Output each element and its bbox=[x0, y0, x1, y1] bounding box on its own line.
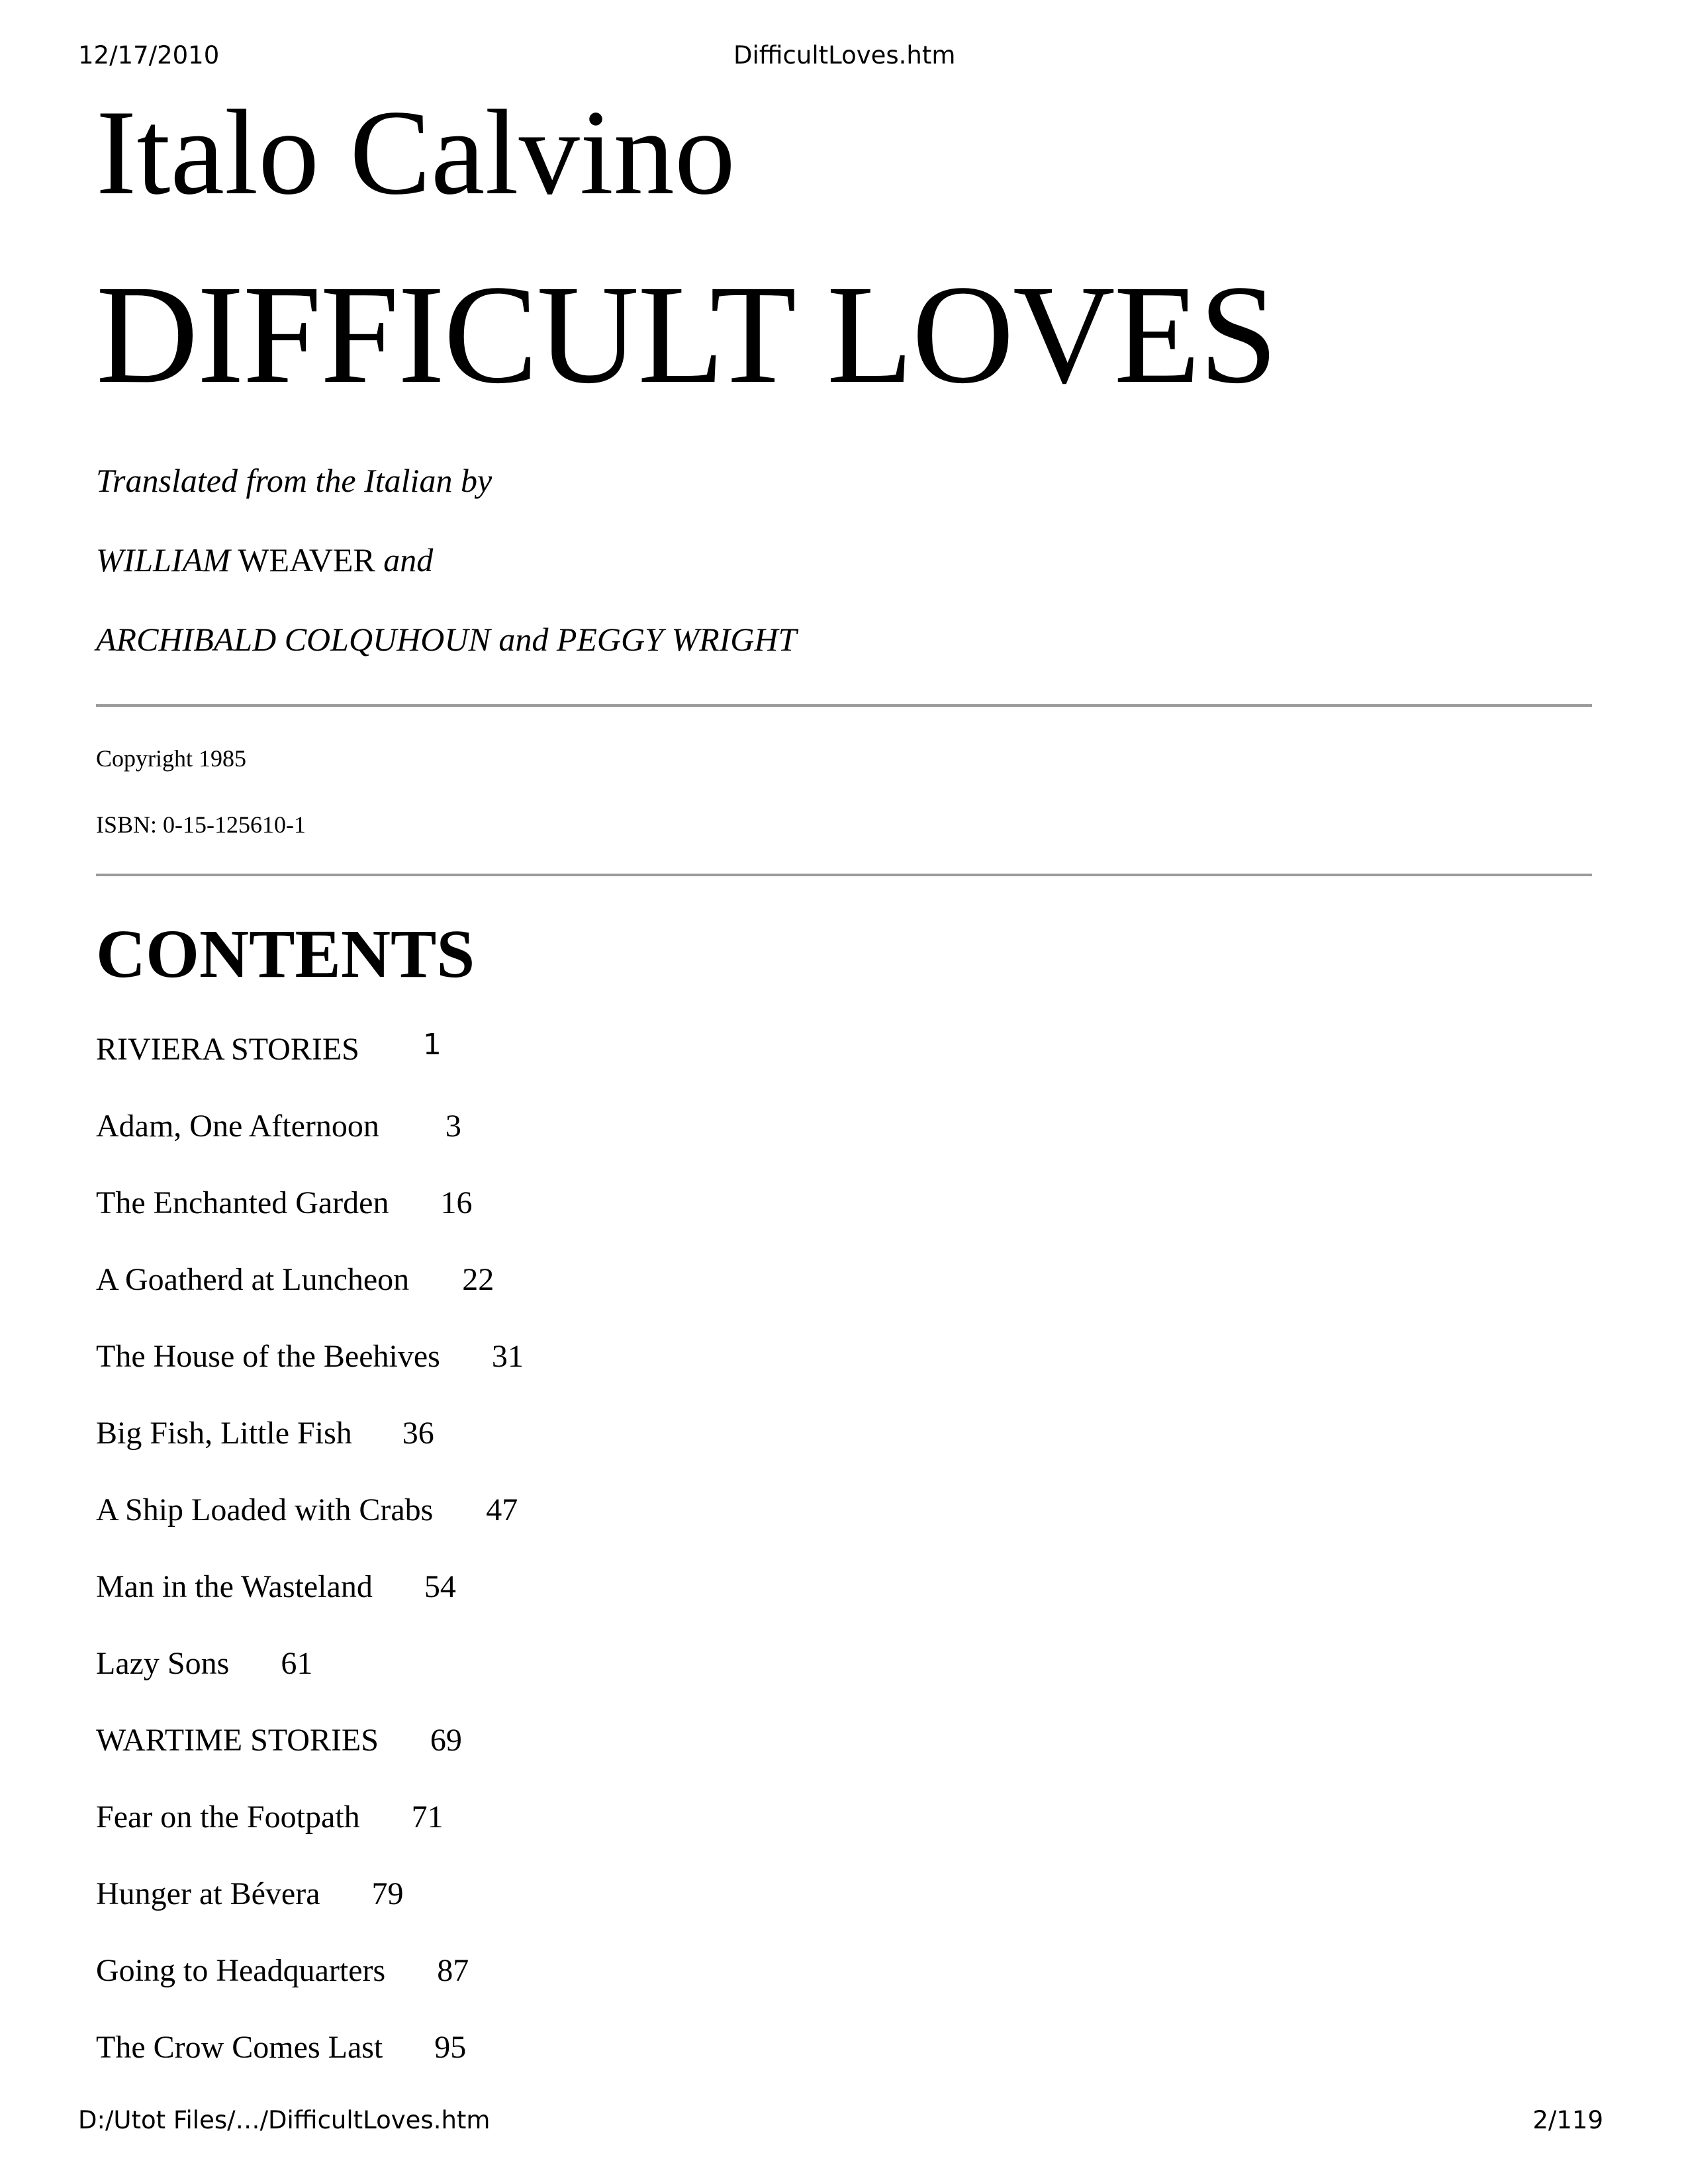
toc-title: Fear on the Footpath bbox=[96, 1799, 360, 1835]
toc-title: Man in the Wasteland bbox=[96, 1569, 373, 1604]
toc-title: Lazy Sons bbox=[96, 1646, 230, 1681]
toc-title: A Ship Loaded with Crabs bbox=[96, 1492, 434, 1527]
table-of-contents bbox=[96, 1030, 1592, 2068]
toc-page-number: 1 bbox=[422, 1028, 442, 1062]
print-document-title: DifficultLoves.htm bbox=[733, 41, 956, 69]
toc-page-number: 22 bbox=[462, 1262, 494, 1297]
horizontal-divider bbox=[96, 874, 1592, 876]
toc-title: Adam, One Afternoon bbox=[96, 1109, 379, 1144]
print-header bbox=[0, 41, 1688, 81]
toc-page-number: 31 bbox=[491, 1339, 524, 1374]
file-path: D:/Utot Files/…/DifficultLoves.htm bbox=[78, 2106, 491, 2134]
toc-item bbox=[96, 1951, 1592, 1991]
translation-credits bbox=[96, 461, 1592, 659]
toc-page-number: 47 bbox=[486, 1492, 518, 1527]
toc-item bbox=[96, 1183, 1592, 1223]
translator-conjunction: and bbox=[383, 541, 434, 578]
translator-surname: WEAVER bbox=[230, 541, 384, 578]
toc-item bbox=[96, 1260, 1592, 1300]
toc-title: RIVIERA STORIES bbox=[96, 1032, 359, 1067]
toc-item bbox=[96, 2028, 1592, 2068]
toc-item bbox=[96, 1644, 1592, 1684]
translator-line-2: ARCHIBALD COLQUHOUN and PEGGY WRIGHT bbox=[96, 621, 797, 658]
toc-item bbox=[96, 1721, 1592, 1760]
publication-info bbox=[96, 744, 1592, 839]
translator-line-1 bbox=[96, 540, 1592, 580]
toc-item bbox=[96, 1107, 1592, 1146]
page-counter: 2/119 bbox=[1532, 2106, 1603, 2134]
toc-page-number: 71 bbox=[411, 1799, 444, 1835]
toc-item bbox=[96, 1030, 1592, 1069]
isbn-line: ISBN: 0-15-125610-1 bbox=[96, 811, 306, 838]
toc-page-number: 69 bbox=[430, 1723, 462, 1758]
toc-page-number: 87 bbox=[437, 1953, 469, 1988]
toc-item bbox=[96, 1874, 1592, 1914]
toc-page-number: 61 bbox=[281, 1646, 313, 1681]
toc-page-number: 79 bbox=[371, 1876, 404, 1911]
toc-item bbox=[96, 1490, 1592, 1530]
contents-heading: CONTENTS bbox=[96, 916, 475, 992]
toc-title: A Goatherd at Luncheon bbox=[96, 1262, 410, 1297]
toc-item bbox=[96, 1414, 1592, 1453]
toc-title: Going to Headquarters bbox=[96, 1953, 386, 1988]
translated-by-line: Translated from the Italian by bbox=[96, 462, 492, 499]
toc-item bbox=[96, 1567, 1592, 1607]
document-body bbox=[96, 86, 1592, 2105]
print-date: 12/17/2010 bbox=[78, 41, 220, 69]
author-name: Italo Calvino bbox=[96, 85, 735, 220]
toc-page-number: 54 bbox=[424, 1569, 456, 1604]
toc-title: Hunger at Bévera bbox=[96, 1876, 320, 1911]
toc-title: The Enchanted Garden bbox=[96, 1185, 389, 1220]
toc-title: The Crow Comes Last bbox=[96, 2030, 383, 2065]
toc-item bbox=[96, 1797, 1592, 1837]
toc-item bbox=[96, 1337, 1592, 1377]
print-footer bbox=[0, 2106, 1688, 2146]
book-title: DIFFICULT LOVES bbox=[96, 256, 1277, 413]
toc-page-number: 36 bbox=[402, 1416, 434, 1451]
toc-page-number: 95 bbox=[434, 2030, 467, 2065]
copyright-line: Copyright 1985 bbox=[96, 745, 247, 772]
toc-title: The House of the Beehives bbox=[96, 1339, 440, 1374]
toc-title: Big Fish, Little Fish bbox=[96, 1416, 352, 1451]
toc-title: WARTIME STORIES bbox=[96, 1723, 379, 1758]
toc-page-number: 16 bbox=[440, 1185, 473, 1220]
translator-first-name: WILLIAM bbox=[96, 541, 230, 578]
toc-page-number: 3 bbox=[445, 1109, 461, 1144]
horizontal-divider bbox=[96, 704, 1592, 707]
